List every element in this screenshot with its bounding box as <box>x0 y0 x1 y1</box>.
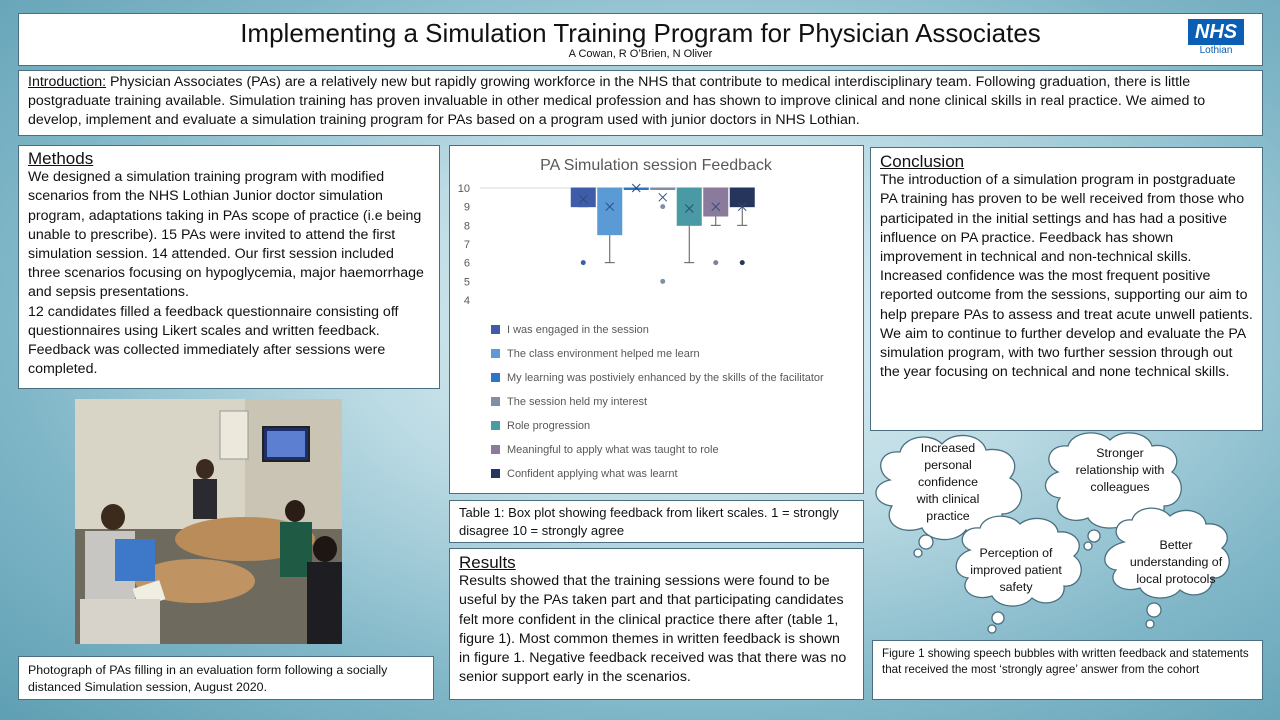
box-3 <box>651 188 675 190</box>
y-tick-label: 9 <box>463 201 470 214</box>
photo-caption <box>18 656 434 700</box>
legend-label: My learning was postiviely enhanced by the skills of the facilitator <box>507 372 824 384</box>
results-text: Results showed that the training sessions were found to be useful by the PAs taken part and that participating candidates felt more confident in the clinical practice there after (table 1, figure 1). Most common themes in written feedback is shown in figure 1. Negative feedback received was that there was no senior support early in the scenarios. <box>459 573 847 686</box>
figure-caption-text: Figure 1 showing speech bubbles with written feedback and statements that received the most ‘strongly agree’ answer from the cohort <box>882 647 1249 676</box>
poster-title: Implementing a Simulation Training Program for Physician Associates <box>240 18 1041 48</box>
outlier-point <box>713 260 718 265</box>
y-tick-label: 10 <box>457 183 470 195</box>
conclusion-section <box>870 147 1263 431</box>
poster-authors: A Cowan, R O’Brien, N Oliver <box>568 48 713 60</box>
legend-label: Meaningful to apply what was taught to role <box>507 444 719 456</box>
conclusion-paragraph-2: We aim to continue to further develop and evaluate the PA simulation program, with two further session through out the year focusing on technical and none technical skills. <box>880 325 1246 381</box>
legend-swatch <box>491 325 500 334</box>
box-6 <box>730 188 754 207</box>
title-banner <box>18 13 1263 66</box>
legend-label: The class environment helped me learn <box>507 348 700 360</box>
introduction-section <box>18 70 1263 136</box>
bubble-text-relationship: Stronger relationship with colleagues <box>1075 446 1165 494</box>
results-section <box>449 548 864 700</box>
legend-swatch <box>491 349 500 358</box>
y-tick-label: 5 <box>463 276 470 289</box>
legend-swatch <box>491 373 500 382</box>
legend-swatch <box>491 397 500 406</box>
legend-label: I was engaged in the session <box>507 324 649 336</box>
methods-section <box>18 145 440 389</box>
methods-paragraph-2: 12 candidates filled a feedback questionnaire consisting off questionnaires using Likert scales and written feedback. Feedback was collected immediately after sessions were completed. <box>28 303 399 378</box>
feedback-chart <box>449 145 864 494</box>
nhs-logo-mark: NHS <box>1188 19 1244 45</box>
legend-swatch <box>491 469 500 478</box>
nhs-lothian-logo <box>1188 19 1244 63</box>
box-plot-svg <box>450 146 863 493</box>
photo-caption-text: Photograph of PAs filling in an evaluation form following a socially distanced Simulation session, August 2020. <box>28 663 388 694</box>
y-tick-label: 6 <box>463 257 470 270</box>
results-heading: Results <box>459 553 516 572</box>
outlier-point <box>660 279 665 284</box>
chart-title: PA Simulation session Feedback <box>540 157 772 174</box>
legend-swatch <box>491 421 500 430</box>
table-caption <box>449 500 864 543</box>
legend-swatch <box>491 445 500 454</box>
methods-paragraph-1: We designed a simulation training program with modified scenarios from the NHS Lothian Junior doctor simulation program, adaptations taking in PAs scope of practice (i.e being unable to prescribe). 15 PAs were invited to attend the first simulation session. 14 attended. Our first session included three scenarios focusing on hypoglycemia, major haemorrhage and sepsis presentations. <box>28 169 424 301</box>
bubble-text-confidence: Increased personal confidence with clinical practice <box>916 441 980 523</box>
session-photograph <box>75 399 342 644</box>
legend-label: The session held my interest <box>507 396 648 408</box>
nhs-logo-sub: Lothian <box>1199 45 1233 56</box>
box-5 <box>704 188 728 216</box>
bubble-text-protocols: Better understanding of local protocols <box>1129 538 1223 586</box>
y-tick-label: 7 <box>463 239 470 251</box>
legend-label: Role progression <box>507 420 591 432</box>
photo-illustration <box>75 399 342 644</box>
legend-label: Confident applying what was learnt <box>507 468 678 480</box>
y-tick-label: 8 <box>463 220 470 233</box>
outlier-point <box>660 204 665 209</box>
figure-caption <box>872 640 1263 700</box>
introduction-label: Introduction: <box>28 74 107 90</box>
table-caption-text: Table 1: Box plot showing feedback from likert scales. 1 = strongly disagree 10 = strongly agree <box>459 505 839 538</box>
box-0 <box>571 188 595 207</box>
conclusion-paragraph-1: The introduction of a simulation program in postgraduate PA training has proven to be well received from those who participated in the initial settings and has had a positive influence on PA practice. Feedback has shown improvement in technical and non-technical skills. Increased confidence was the most frequent positive reported outcome from the sessions, supporting our aim to help prepare PAs to assess and treat acute unwell patients. <box>880 172 1253 323</box>
outlier-point <box>740 260 745 265</box>
outlier-point <box>581 260 586 265</box>
methods-heading: Methods <box>28 149 94 168</box>
feedback-bubbles <box>870 432 1270 642</box>
introduction-text: Physician Associates (PAs) are a relatively new but rapidly growing workforce in the NHS that contribute to medical interdisciplinary team. Following graduation, there is little postgraduate training available. Simulation training has proven invaluable in other medical profession and has shown to improve clinical and none clinical skills in real practice. We aimed to develop, implement and evaluate a simulation training program for PAs based on a program used with junior doctors in NHS Lothian. <box>28 74 1206 129</box>
bubble-text-safety: Perception of improved patient safety <box>970 546 1062 594</box>
box-1 <box>598 188 622 235</box>
box-4 <box>677 188 701 225</box>
conclusion-heading: Conclusion <box>880 152 965 171</box>
y-tick-label: 4 <box>463 295 470 307</box>
